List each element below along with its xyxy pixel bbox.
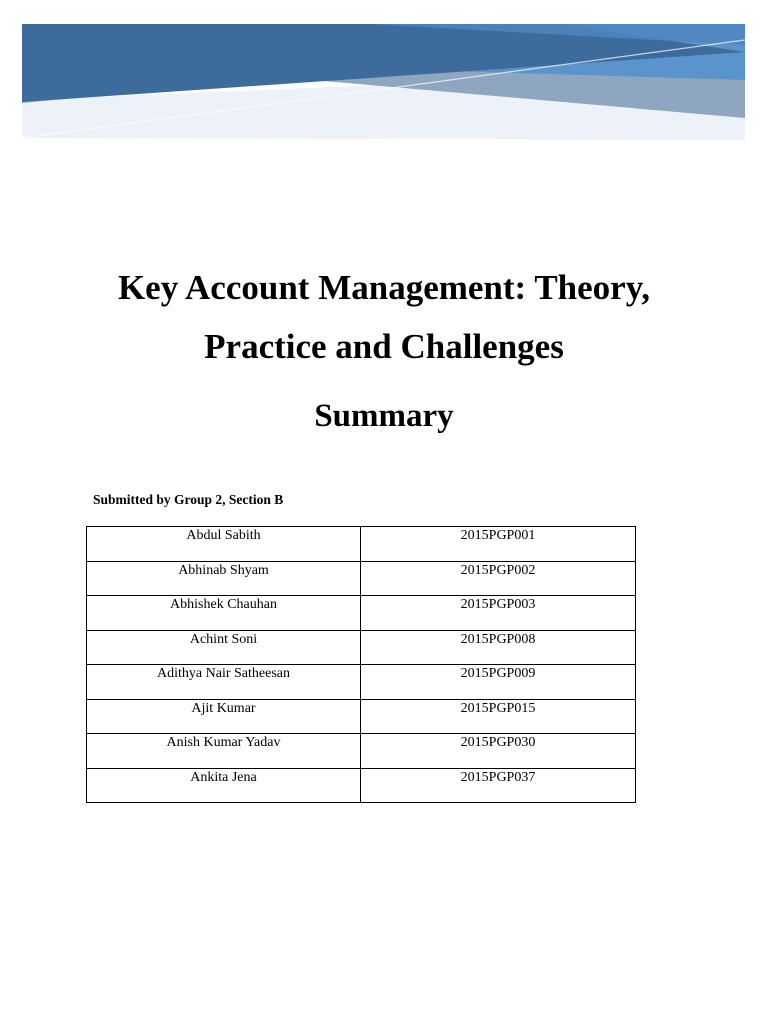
table-row — [87, 630, 636, 665]
members-table — [86, 526, 636, 803]
member-id: 2015PGP015 — [361, 699, 636, 734]
document-title-line-1: Key Account Management: Theory, — [117, 268, 651, 307]
table-row — [87, 768, 636, 803]
member-id: 2015PGP030 — [361, 734, 636, 769]
table-row — [87, 734, 636, 769]
document-title-line-2: Practice and Challenges — [204, 327, 564, 366]
table-row — [87, 561, 636, 596]
submitted-by-label: Submitted by Group 2, Section B — [93, 492, 284, 507]
member-id: 2015PGP008 — [361, 630, 636, 665]
member-id: 2015PGP003 — [361, 596, 636, 631]
member-id: 2015PGP001 — [361, 527, 636, 562]
member-name: Adithya Nair Satheesan — [87, 665, 361, 700]
member-id: 2015PGP009 — [361, 665, 636, 700]
member-name: Ajit Kumar — [87, 699, 361, 734]
table-row — [87, 665, 636, 700]
member-name: Achint Soni — [87, 630, 361, 665]
document-subtitle: Summary — [314, 398, 454, 434]
member-id: 2015PGP002 — [361, 561, 636, 596]
member-id: 2015PGP037 — [361, 768, 636, 803]
member-name: Abdul Sabith — [87, 527, 361, 562]
member-name: Abhinab Shyam — [87, 561, 361, 596]
member-name: Anish Kumar Yadav — [87, 734, 361, 769]
header-banner — [0, 0, 768, 150]
member-name: Ankita Jena — [87, 768, 361, 803]
table-row — [87, 596, 636, 631]
table-row — [87, 699, 636, 734]
member-name: Abhishek Chauhan — [87, 596, 361, 631]
table-row — [87, 527, 636, 562]
